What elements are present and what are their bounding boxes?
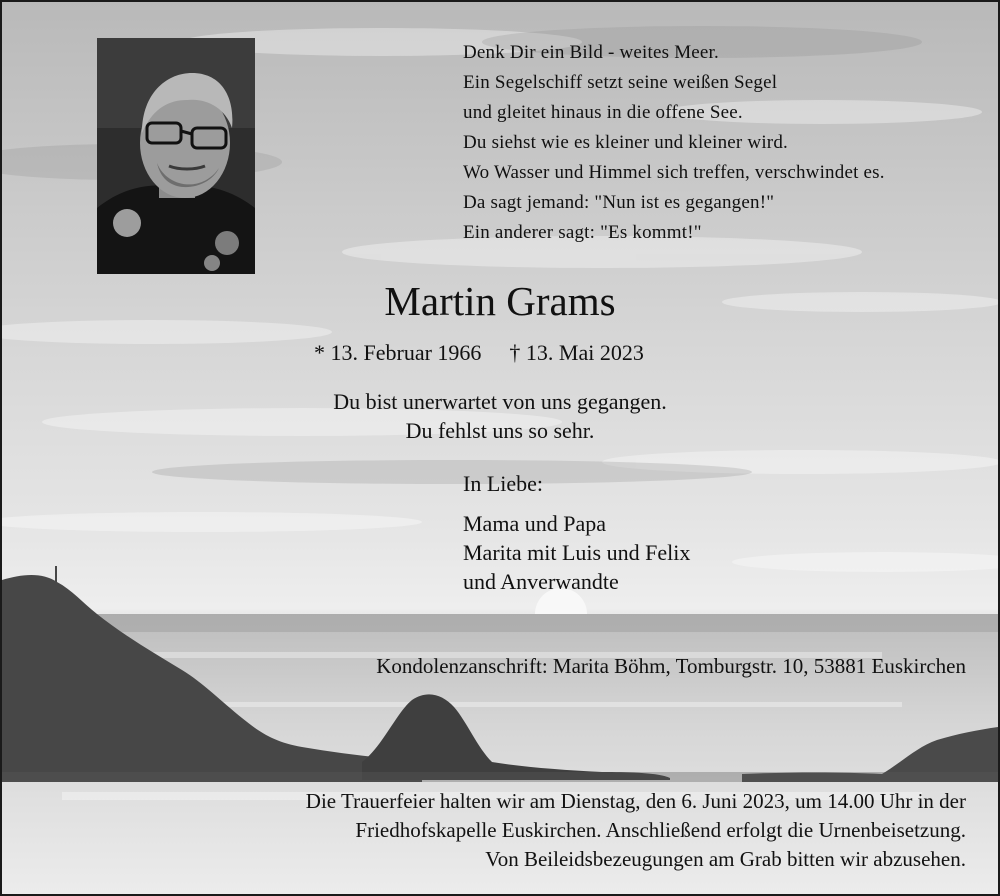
poem-line: und gleitet hinaus in die offene See. <box>463 102 743 123</box>
message-line: Du fehlst uns so sehr. <box>405 418 595 443</box>
mourner-line: und Anverwandte <box>463 569 619 594</box>
poem-line: Ein anderer sagt: "Es kommt!" <box>463 222 702 243</box>
mourner-line: Mama und Papa <box>463 511 606 536</box>
poem-line: Du siehst wie es kleiner und kleiner wird. <box>463 132 788 153</box>
birth-date: * 13. Februar 1966 <box>314 340 482 365</box>
condolence-address: Kondolenzanschrift: Marita Böhm, Tomburgstr. 10, 53881 Euskirchen <box>376 654 966 678</box>
farewell-message <box>2 387 998 445</box>
funeral-info <box>306 787 966 874</box>
deceased-name <box>2 276 998 326</box>
funeral-line: Von Beileidsbezeugungen am Grab bitten wir abzusehen. <box>485 847 966 871</box>
mourners-list <box>463 509 690 596</box>
poem-line: Wo Wasser und Himmel sich treffen, verschwindet es. <box>463 162 885 183</box>
funeral-line: Die Trauerfeier halten wir am Dienstag, den 6. Juni 2023, um 14.00 Uhr in der <box>305 789 966 813</box>
poem-line: Ein Segelschiff setzt seine weißen Segel <box>463 72 778 93</box>
deceased-name-text: Martin Grams <box>384 278 616 324</box>
portrait-photo <box>97 38 255 274</box>
mourner-line: Marita mit Luis und Felix <box>463 540 691 565</box>
in-love-heading: In Liebe: <box>463 471 544 496</box>
poem <box>463 38 983 248</box>
poem-line: Denk Dir ein Bild - weites Meer. <box>463 42 719 63</box>
funeral-line: Friedhofskapelle Euskirchen. Anschließend erfolgt die Urnenbeisetzung. <box>355 818 966 842</box>
poem-line: Da sagt jemand: "Nun ist es gegangen!" <box>463 192 775 213</box>
life-dates <box>314 339 644 367</box>
message-line: Du bist unerwartet von uns gegangen. <box>333 389 667 414</box>
death-date: † 13. Mai 2023 <box>509 340 644 365</box>
